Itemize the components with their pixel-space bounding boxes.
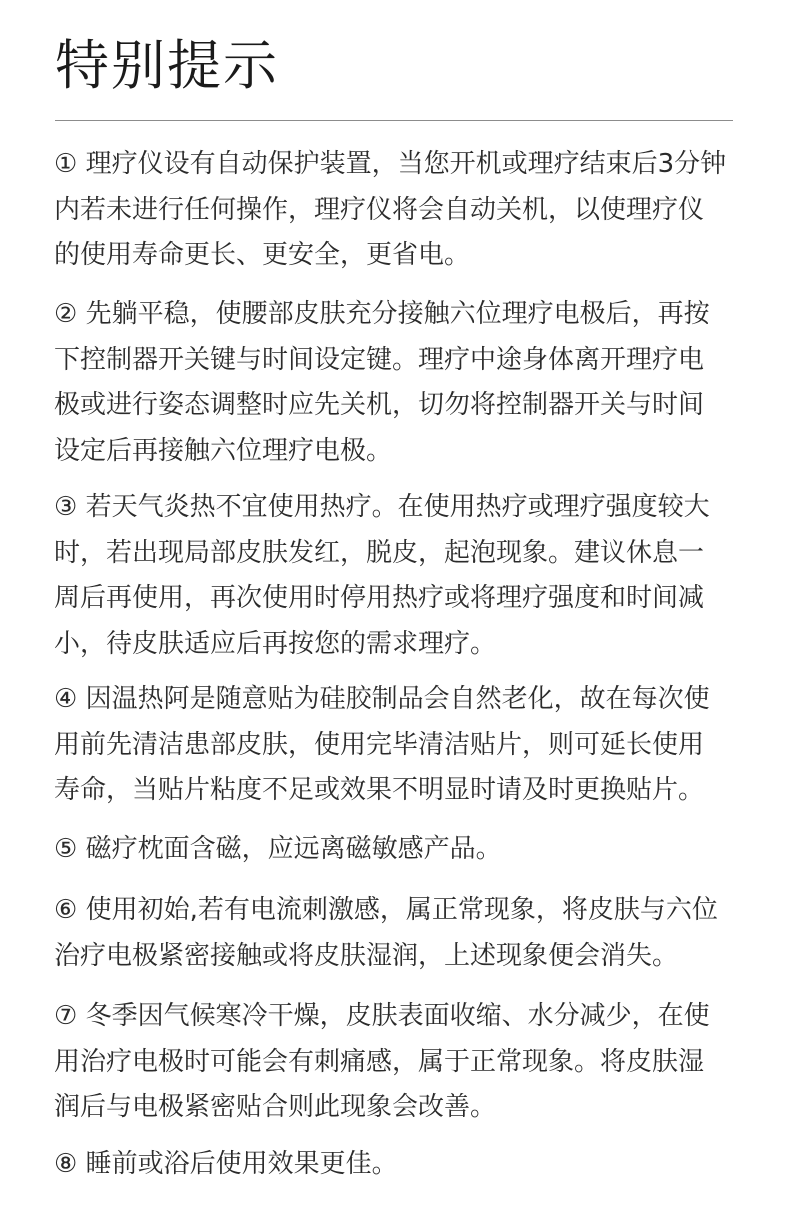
notice-item-2 [54, 292, 744, 474]
notice-line: 小，待皮肤适应后再按您的需求理疗。 [54, 628, 497, 659]
notice-line: ⑦ 冬季因气候寒冷干燥，皮肤表面收缩、水分减少，在使 [54, 1001, 710, 1031]
notice-line: 的使用寿命更长、更安全，更省电。 [54, 240, 471, 270]
notice-line: 寿命，当贴片粘度不足或效果不明显时请及时更换贴片。 [54, 775, 705, 805]
notice-line: 极或进行姿态调整时应先关机，切勿将控制器开关与时间 [54, 390, 705, 420]
notice-line: ① 理疗仪设有自动保护装置，当您开机或理疗结束后3分钟 [54, 149, 727, 179]
notice-item-8 [54, 1142, 744, 1188]
notice-line: ③ 若天气炎热不宜使用热疗。在使用热疗或理疗强度较大 [54, 492, 710, 522]
notice-line: 下控制器开关键与时间设定键。理疗中途身体离开理疗电 [54, 344, 705, 375]
notice-line: 内若未进行任何操作，理疗仪将会自动关机，以使理疗仪 [54, 194, 705, 225]
notice-item-6 [54, 888, 744, 979]
notice-item-1 [54, 142, 744, 279]
notice-line: ⑤ 磁疗枕面含磁，应远离磁敏感产品。 [54, 834, 502, 864]
notice-line: ⑧ 睡前或浴后使用效果更佳。 [54, 1149, 398, 1179]
notice-line: ④ 因温热阿是随意贴为硅胶制品会自然老化，故在每次使 [54, 684, 710, 714]
notice-line: 润后与电极紧密贴合则此现象会改善。 [54, 1092, 497, 1122]
notice-item-4 [54, 677, 744, 814]
notice-line: 用前先清洁患部皮肤，使用完毕清洁贴片，则可延长使用 [54, 729, 705, 760]
notice-item-5 [54, 827, 744, 873]
notice-line: 用治疗电极时可能会有刺痛感，属于正常现象。将皮肤湿 [54, 1046, 705, 1077]
notice-item-3 [54, 485, 744, 667]
notice-line: 周后再使用，再次使用时停用热疗或将理疗强度和时间减 [54, 583, 705, 613]
notice-line: 设定后再接触六位理疗电极。 [54, 435, 393, 466]
notice-line: ② 先躺平稳，使腰部皮肤充分接触六位理疗电极后，再按 [54, 299, 710, 329]
notice-line: 治疗电极紧密接触或将皮肤湿润，上述现象便会消失。 [54, 940, 679, 971]
page-title: 特别提示 [55, 34, 279, 97]
title-divider [55, 120, 733, 121]
notice-item-7 [54, 994, 744, 1131]
notice-line: ⑥ 使用初始,若有电流刺激感，属正常现象，将皮肤与六位 [54, 895, 718, 925]
notice-line: 时，若出现局部皮肤发红，脱皮，起泡现象。建议休息一 [54, 537, 705, 568]
